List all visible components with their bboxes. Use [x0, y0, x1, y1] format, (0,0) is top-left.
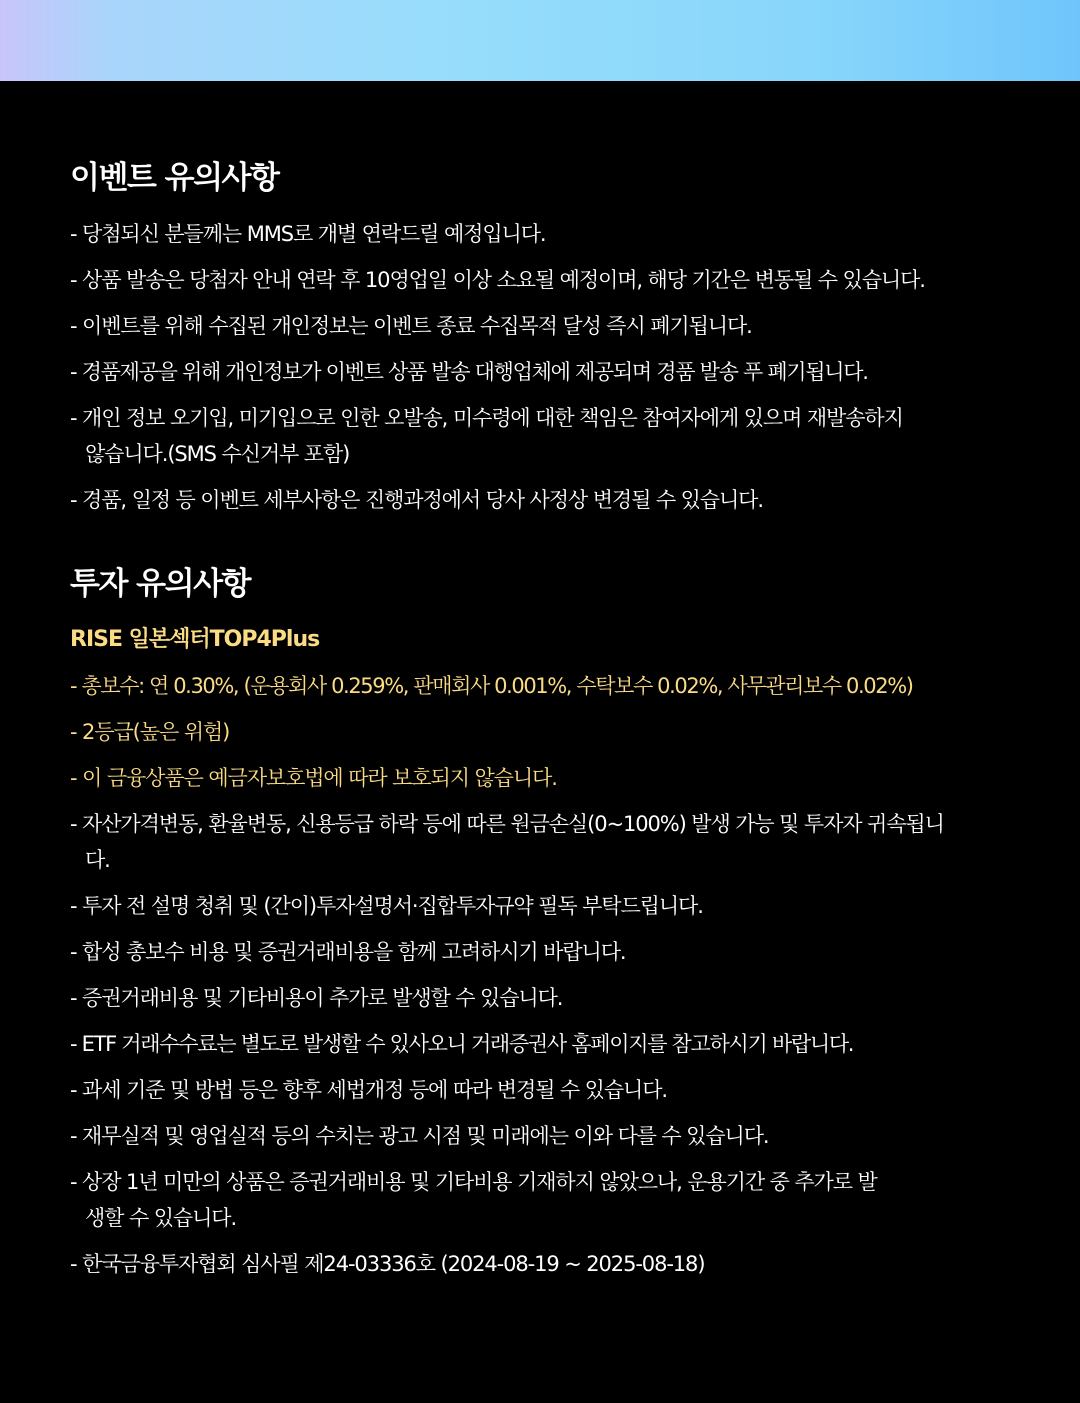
- product-name: RISE 일본섹터TOP4Plus: [70, 627, 320, 652]
- investment-notice-title: 투자 유의사항: [70, 566, 250, 602]
- fee-notice-item: - 총보수: 연 0.30%, (운용회사 0.259%, 판매회사 0.001%, 수탁보수 0.02%, 사무관리보수 0.02%): [70, 674, 913, 698]
- event-notice-item: - 경품, 일정 등 이벤트 세부사항은 진행과정에서 당사 사정상 변경될 수 있습니다.: [70, 488, 763, 512]
- investment-notice-item: - 과세 기준 및 방법 등은 향후 세법개정 등에 따라 변경될 수 있습니다.: [70, 1078, 667, 1102]
- investment-notice-item: - 투자 전 설명 청취 및 (간이)투자설명서·집합투자규약 필독 부탁드립니다.: [70, 894, 703, 918]
- investment-notice-section: [70, 558, 1030, 1282]
- event-notice-title: 이벤트 유의사항: [70, 160, 279, 196]
- investment-notice-item: - 증권거래비용 및 기타비용이 추가로 발생할 수 있습니다.: [70, 986, 563, 1010]
- investment-notice-item: - 상장 1년 미만의 상품은 증권거래비용 및 기타비용 기재하지 않았으나, 운용기간 중 추가로 발생할 수 있습니다.: [70, 1170, 877, 1230]
- notice-content: [70, 152, 1030, 1282]
- investment-notice-item: - 합성 총보수 비용 및 증권거래비용을 함께 고려하시기 바랍니다.: [70, 940, 626, 964]
- event-notice-item: - 상품 발송은 당첨자 안내 연락 후 10영업일 이상 소요될 예정이며, 해당 기간은 변동될 수 있습니다.: [70, 268, 925, 292]
- event-notice-list: [70, 216, 1030, 518]
- event-notice-section: [70, 152, 1030, 518]
- deposit-protection-item: - 이 금융상품은 예금자보호법에 따라 보호되지 않습니다.: [70, 766, 557, 790]
- event-notice-item: - 이벤트를 위해 수집된 개인정보는 이벤트 종료 수집목적 달성 즉시 폐기됩니다.: [70, 314, 752, 338]
- event-notice-item: - 개인 정보 오기입, 미기입으로 인한 오발송, 미수령에 대한 책임은 참여자에게 있으며 재발송하지 않습니다.(SMS 수신거부 포함): [70, 406, 903, 466]
- investment-notice-item: - 재무실적 및 영업실적 등의 수치는 광고 시점 및 미래에는 이와 다를 수 있습니다.: [70, 1124, 769, 1148]
- investment-notice-item: - 자산가격변동, 환율변동, 신용등급 하락 등에 따른 원금손실(0~100%) 발생 가능 및 투자자 귀속됩니다.: [70, 812, 944, 872]
- event-notice-item: - 경품제공을 위해 개인정보가 이벤트 상품 발송 대행업체에 제공되며 경품 발송 푸 폐기됩니다.: [70, 360, 868, 384]
- event-notice-item: - 당첨되신 분들께는 MMS로 개별 연락드릴 예정입니다.: [70, 222, 546, 246]
- investment-notice-item: - ETF 거래수수료는 별도로 발생할 수 있사오니 거래증권사 홈페이지를 참고하시기 바랍니다.: [70, 1032, 854, 1056]
- investment-notice-list: [70, 668, 1030, 1282]
- top-gradient-banner: [0, 0, 1080, 81]
- risk-grade-item: - 2등급(높은 위험): [70, 720, 230, 744]
- review-approval-item: - 한국금융투자협회 심사필 제24-03336호 (2024-08-19 ~ 2025-08-18): [70, 1252, 705, 1276]
